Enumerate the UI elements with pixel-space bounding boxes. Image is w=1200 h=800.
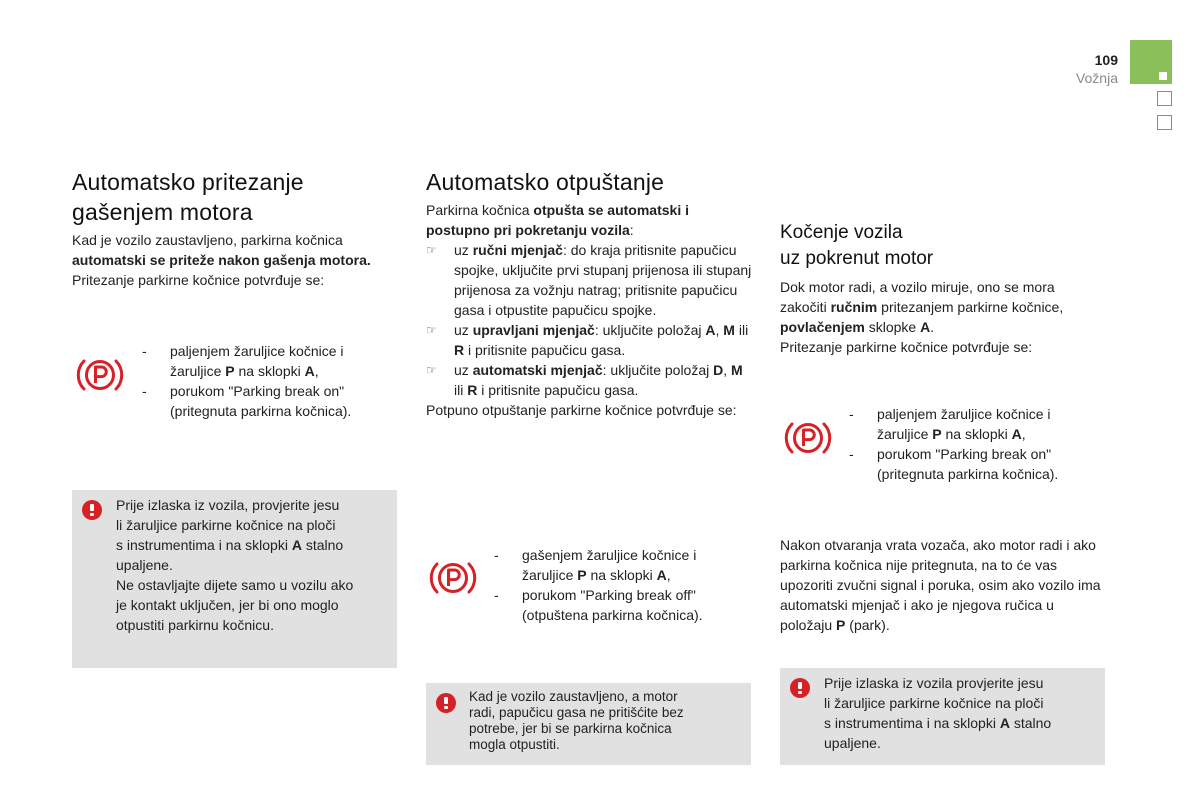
list-item: - porukom "Parking break on" (pritegnuta parkirna kočnica). [142,381,382,421]
section-tab-square [1157,91,1172,106]
warning-box [72,490,397,668]
column-1-heading [72,167,402,227]
heading-line: uz pokrenut motor [780,248,934,269]
section-name: Vožnja [1075,70,1118,86]
list-item: ☞ uz automatski mjenjač: uključite položaj D, M ili R i pritisnite papučicu gasa. [426,362,743,398]
gearbox-list [426,240,754,400]
warning-box [426,683,751,765]
warning-box [780,668,1105,765]
exclamation-warning-icon [82,500,102,520]
pointing-hand-icon: ☞ [426,243,437,257]
list-item: - porukom "Parking break on" (pritegnuta parkirna kočnica). [849,444,1089,484]
warning-text: Prije izlaska iz vozila provjerite jesu li žaruljice parkirne kočnice na ploči s instrumentima i na sklopki A stalno upaljene. [824,675,1052,751]
exclamation-warning-icon [436,693,456,713]
confirmation-text: Pritezanje parkirne kočnice potvrđuje se: [780,339,1033,355]
intro-text: Parkirna kočnica otpušta se automatski i postupno pri pokretanju vozila: [426,202,689,238]
page-number: 109 [1094,52,1118,68]
column-3-intro [780,277,1105,357]
exclamation-warning-icon [790,678,810,698]
column-3-bullets [849,404,1089,484]
intro-text: Dok motor radi, a vozilo miruje, ono se mora zakočiti ručnim pritezanjem parkirne kočnice, povlačenjem sklopke A. [780,279,1064,335]
heading-line: Kočenje vozila [780,222,903,243]
column-1-bullets [142,341,382,421]
pointing-hand-icon: ☞ [426,323,437,337]
intro-text: Kad je vozilo zaustavljeno, parkirna kočnica [72,232,343,248]
parking-brake-warning-icon [429,558,477,598]
pointing-hand-icon: ☞ [426,363,437,377]
heading-line: gašenjem motora [72,199,253,225]
column-1-intro [72,230,382,290]
section-tab-square [1157,115,1172,130]
list-item: ☞ uz upravljani mjenjač: uključite položaj A, M ili R i pritisnite papučicu gasa. [426,322,749,358]
intro-bold-text: automatski se priteže nakon gašenja motora. [72,252,371,268]
column-2-body [426,200,754,420]
heading-line: Automatsko otpuštanje [426,169,665,195]
column-3-door-note: Nakon otvaranja vrata vozača, ako motor radi i ako parkirna kočnica nije pritegnuta, na to će vas upozoriti zvučni signal i poruka, osim ako vozilo ima automatski mjenjač i ako je njegova ručica u položaju P (park). [780,537,1101,633]
parking-brake-warning-icon [784,418,832,458]
heading-line: Automatsko pritezanje [72,169,304,195]
warning-text: Kad je vozilo zaustavljeno, a motor radi, papučicu gasa ne pritišćite bez potrebe, jer bi se parkirna kočnica mogla otpustiti. [469,689,684,752]
column-2-bullets [494,545,734,625]
list-item: - paljenjem žaruljice kočnice i žaruljice P na sklopki A, [849,404,1089,444]
confirmation-text: Potpuno otpuštanje parkirne kočnice potvrđuje se: [426,402,737,418]
list-item: - porukom "Parking break off" (otpuštena parkirna kočnica). [494,585,734,625]
list-item: - gašenjem žaruljice kočnice i žaruljice P na sklopki A, [494,545,734,585]
column-2-heading [426,167,756,197]
confirmation-text: Pritezanje parkirne kočnice potvrđuje se: [72,272,325,288]
warning-text: Prije izlaska iz vozila, provjerite jesu li žaruljice parkirne kočnice na ploči s instrumentima i na sklopki A stalno upaljene. Ne ostavljajte dijete samo u vozilu ako je kontakt uključen, jer bi ono moglo otpustiti parkirnu kočnicu. [116,497,354,633]
section-tab-marker [1130,40,1172,84]
column-3-heading [780,220,1100,272]
list-item: ☞ uz ručni mjenjač: do kraja pritisnite papučicu spojke, uključite prvi stupanj prijenosa ili stupanj prijenosa za vožnju natrag; pritisnite papučicu gasa i otpustite papučicu spojke. [426,242,752,318]
parking-brake-warning-icon [76,355,124,395]
list-item: - paljenjem žaruljice kočnice i žaruljice P na sklopki A, [142,341,382,381]
